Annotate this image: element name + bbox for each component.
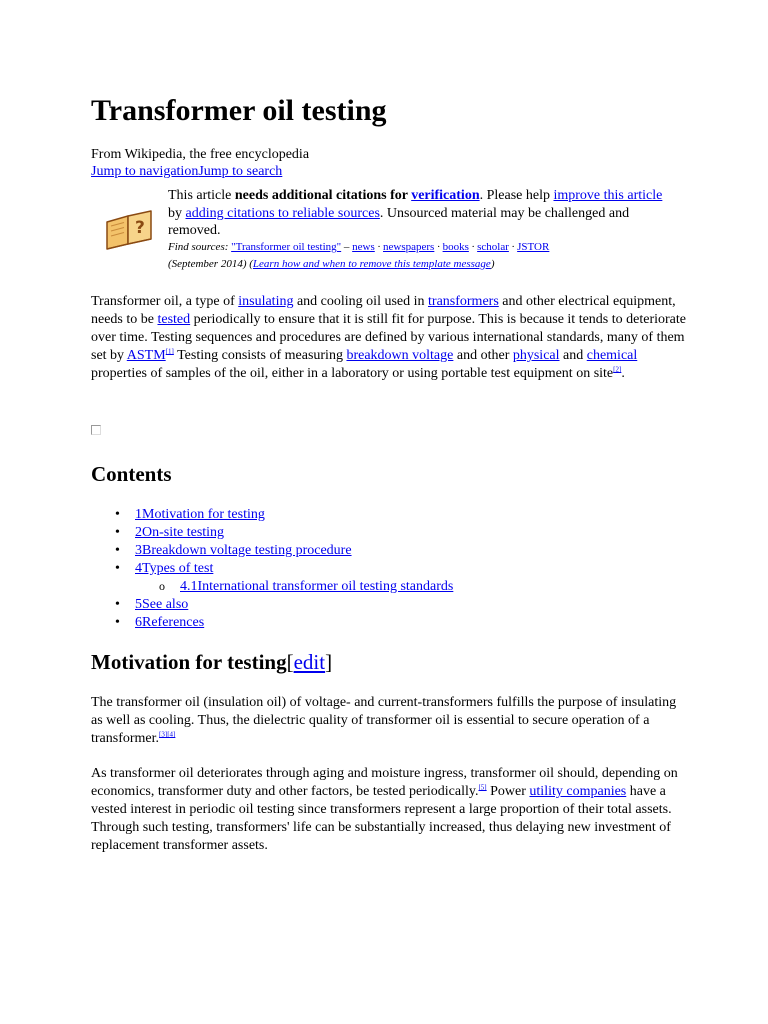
bracket: ] bbox=[325, 650, 333, 674]
news-link[interactable]: news bbox=[352, 241, 375, 253]
improve-article-link[interactable]: improve this article bbox=[553, 188, 663, 203]
intro-text: and other bbox=[453, 348, 513, 363]
citation-1-link[interactable]: [1] bbox=[165, 347, 174, 356]
physical-link[interactable]: physical bbox=[512, 348, 560, 363]
section-heading-text: Motivation for testing bbox=[91, 650, 287, 674]
jump-to-search-link[interactable]: Jump to search bbox=[198, 164, 283, 179]
intro-paragraph bbox=[91, 293, 691, 383]
bullet: • bbox=[115, 507, 120, 522]
svg-text:?: ? bbox=[135, 218, 145, 238]
edit-section-link[interactable]: edit bbox=[293, 650, 326, 674]
toc-item bbox=[91, 560, 453, 578]
toc-link-types[interactable]: 4Types of test bbox=[135, 561, 214, 576]
insulating-link[interactable]: insulating bbox=[238, 294, 294, 309]
intro-text: and other electrical equipment, needs to be bbox=[91, 294, 676, 327]
breakdown-voltage-link[interactable]: breakdown voltage bbox=[346, 348, 454, 363]
contents-heading: Contents bbox=[91, 462, 172, 486]
separator: · bbox=[468, 241, 478, 253]
intro-text: Transformer oil, a type of bbox=[91, 294, 239, 309]
notice-text: . Please help bbox=[479, 188, 554, 203]
bracket: [ bbox=[286, 650, 294, 674]
intro-text: . bbox=[621, 366, 625, 381]
toc-link-onsite[interactable]: 2On-site testing bbox=[135, 525, 225, 540]
notice-text: This article bbox=[168, 188, 235, 203]
book-question-icon bbox=[104, 208, 154, 250]
separator: · bbox=[508, 241, 518, 253]
section-heading-motivation bbox=[91, 649, 332, 675]
citation-3-4-link[interactable]: [3][4] bbox=[159, 730, 176, 739]
toc-item bbox=[91, 614, 453, 632]
citation-5-link[interactable]: [5] bbox=[478, 783, 487, 792]
toc-toggle-checkbox[interactable] bbox=[91, 425, 101, 435]
table-of-contents bbox=[91, 506, 453, 632]
books-link[interactable]: books bbox=[442, 241, 469, 253]
bullet: • bbox=[115, 525, 120, 540]
separator: · bbox=[434, 241, 443, 253]
intro-text: and cooling oil used in bbox=[293, 294, 429, 309]
site-tagline: From Wikipedia, the free encyclopedia bbox=[91, 147, 310, 162]
bullet: • bbox=[115, 615, 120, 630]
notice-text: by bbox=[168, 205, 186, 221]
toc-link-breakdown[interactable]: 3Breakdown voltage testing procedure bbox=[135, 543, 352, 558]
find-sources-line bbox=[168, 239, 688, 273]
toc-link-standards[interactable]: 4.1International transformer oil testing standards bbox=[180, 579, 454, 594]
adding-citations-link[interactable]: adding citations to reliable sources bbox=[185, 205, 380, 221]
notice-date: (September 2014) ( bbox=[168, 258, 253, 270]
paragraph-text: As transformer oil deteriorates through aging and moisture ingress, transformer oil should, depending on economics, transformer duty and other factors, be tested periodically. bbox=[91, 766, 678, 799]
scholar-link[interactable]: scholar bbox=[477, 241, 509, 253]
toc-item bbox=[91, 524, 453, 542]
motivation-paragraph-1 bbox=[91, 694, 691, 748]
paragraph-text: Power bbox=[486, 784, 530, 799]
learn-remove-template-link[interactable]: Learn how and when to remove this template message bbox=[252, 258, 491, 270]
separator: · bbox=[374, 241, 384, 253]
notice-text: . Unsourced material may be challenged and removed. bbox=[168, 205, 630, 238]
edit-section bbox=[287, 650, 333, 674]
toc-subitem bbox=[91, 578, 453, 596]
toc-link-motivation[interactable]: 1Motivation for testing bbox=[135, 507, 265, 522]
newspapers-link[interactable]: newspapers bbox=[383, 241, 435, 253]
notice-bold-text: needs additional citations for bbox=[234, 188, 412, 203]
citation-notice bbox=[168, 187, 678, 240]
jstor-link[interactable]: JSTOR bbox=[517, 241, 550, 253]
sub-bullet: o bbox=[159, 579, 165, 593]
bullet: • bbox=[115, 597, 120, 612]
motivation-paragraph-2 bbox=[91, 765, 691, 855]
separator: – bbox=[341, 241, 353, 253]
page-title: Transformer oil testing bbox=[91, 94, 387, 127]
verification-link[interactable] bbox=[411, 188, 479, 203]
transformers-link[interactable]: transformers bbox=[428, 294, 499, 309]
chemical-link[interactable]: chemical bbox=[586, 348, 638, 363]
jump-to-navigation-link[interactable]: Jump to navigation bbox=[91, 164, 199, 179]
citation-2-link[interactable]: [2] bbox=[613, 365, 622, 374]
toc-link-references[interactable]: 6References bbox=[135, 615, 205, 630]
astm-link[interactable]: ASTM bbox=[126, 348, 166, 363]
utility-companies-link[interactable]: utility companies bbox=[529, 784, 627, 799]
find-sources-label: Find sources: bbox=[168, 241, 229, 253]
search-query-link[interactable]: "Transformer oil testing" bbox=[231, 241, 342, 253]
paragraph-text: The transformer oil (insulation oil) of voltage- and current-transformers fulfills the purpose of insulating as well as cooling. Thus, the dielectric quality of transformer oil is essential to secure operation of a transformer. bbox=[91, 695, 677, 746]
intro-text: Testing consists of measuring bbox=[173, 348, 347, 363]
verification-link-text: verification bbox=[411, 188, 480, 203]
paragraph-text: have a vested interest in periodic oil testing since transformers represent a large proportion of their total assets. Through such testing, transformers' life can be substantially increased, thus delaying new investment of replacement transformer assets. bbox=[91, 784, 672, 853]
bullet: • bbox=[115, 543, 120, 558]
intro-text: properties of samples of the oil, either in a laboratory or using portable test equipment on site bbox=[91, 366, 614, 381]
bullet: • bbox=[115, 561, 120, 576]
tested-link[interactable]: tested bbox=[157, 312, 191, 327]
toc-item bbox=[91, 596, 453, 614]
toc-link-see-also[interactable]: 5See also bbox=[135, 597, 189, 612]
jump-links bbox=[91, 163, 282, 181]
toc-item bbox=[91, 542, 453, 560]
notice-close-paren: ) bbox=[490, 258, 495, 270]
intro-text: periodically to ensure that it is still fit for purpose. This is because it tends to deteriorate over time. Testing sequences and procedures are defined by various international standards, many of them set by bbox=[91, 312, 686, 363]
intro-text: and bbox=[559, 348, 587, 363]
toc-item bbox=[91, 506, 453, 524]
